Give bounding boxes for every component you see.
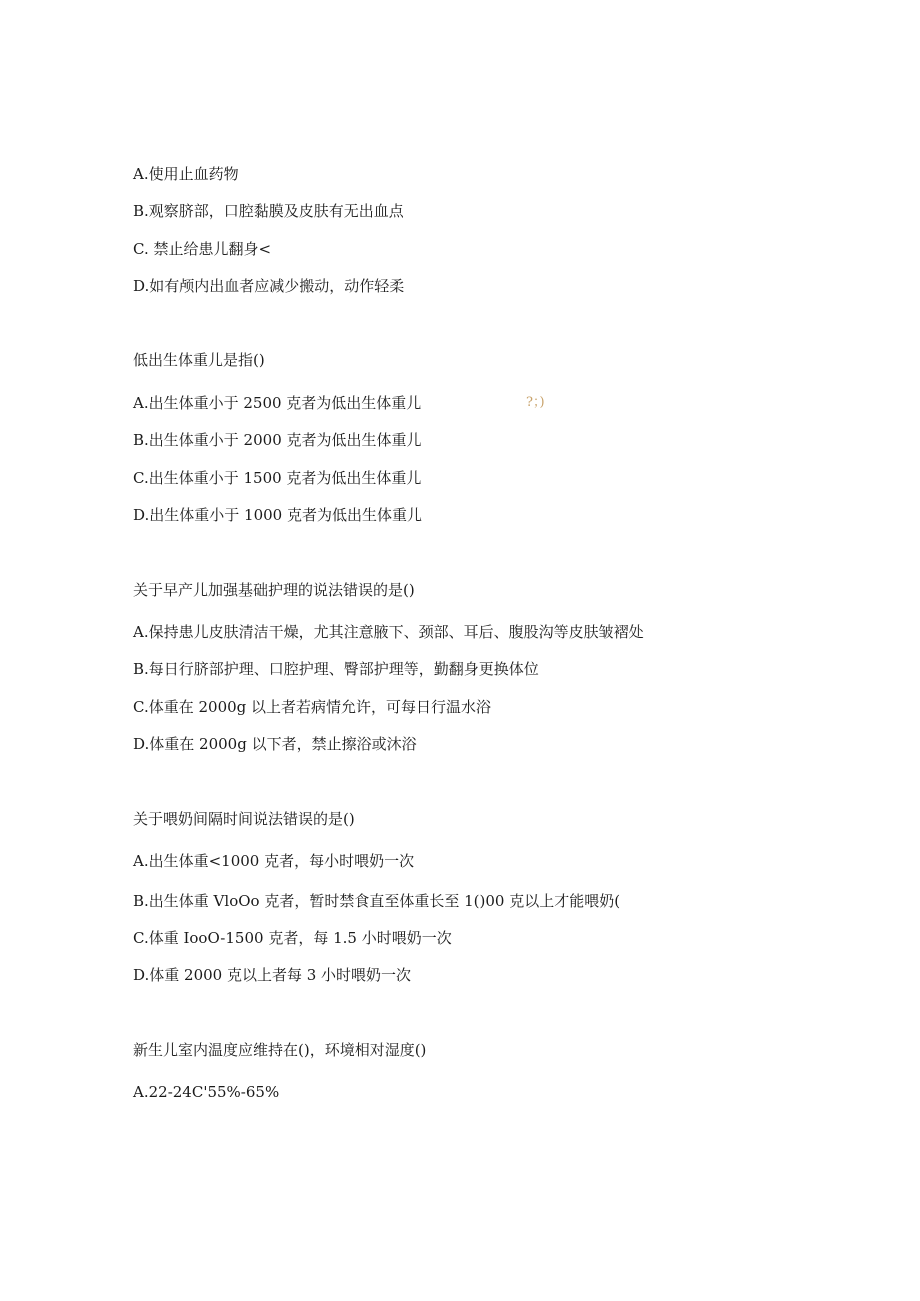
q0-option-b: B.观察脐部，口腔黏膜及皮肤有无出血点 [133,202,404,220]
q1-stray-mark: ?；) [526,395,545,410]
q2-question: 关于早产儿加强基础护理的说法错误的是() [133,581,415,599]
q1-question: 低出生体重儿是指() [133,351,265,369]
q3-option-b: B.出生体重 VloOo 克者，暂时禁食直至体重长至 1()00 克以上才能喂奶( [133,892,621,910]
q1-option-a: A.出生体重小于 2500 克者为低出生体重儿 [133,394,422,412]
q3-option-a: A.出生体重<1000 克者，每小时喂奶一次 [133,852,415,870]
q3-option-c: C.体重 IooO-1500 克者，每 1.5 小时喂奶一次 [133,929,452,947]
q4-question: 新生儿室内温度应维持在()，环境相对湿度() [133,1041,427,1059]
q0-option-d: D.如有颅内出血者应减少搬动，动作轻柔 [133,277,405,295]
q1-option-c: C.出生体重小于 1500 克者为低出生体重儿 [133,469,422,487]
q4-option-a: A.22-24C'55%-65% [133,1083,280,1101]
q0-option-c: C. 禁止给患儿翻身< [133,240,272,258]
q2-option-a: A.保持患儿皮肤清洁干燥，尤其注意腋下、颈部、耳后、腹股沟等皮肤皱褶处 [133,623,644,641]
q2-option-c: C.体重在 2000g 以上者若病情允许，可每日行温水浴 [133,698,492,716]
q1-option-b: B.出生体重小于 2000 克者为低出生体重儿 [133,431,422,449]
q0-option-a: A.使用止血药物 [133,165,239,183]
q3-question: 关于喂奶间隔时间说法错误的是() [133,810,355,828]
q3-option-d: D.体重 2000 克以上者每 3 小时喂奶一次 [133,966,412,984]
q2-option-b: B.每日行脐部护理、口腔护理、臀部护理等，勤翻身更换体位 [133,660,539,678]
q2-option-d: D.体重在 2000g 以下者，禁止擦浴或沐浴 [133,735,417,753]
q1-option-d: D.出生体重小于 1000 克者为低出生体重儿 [133,506,422,524]
